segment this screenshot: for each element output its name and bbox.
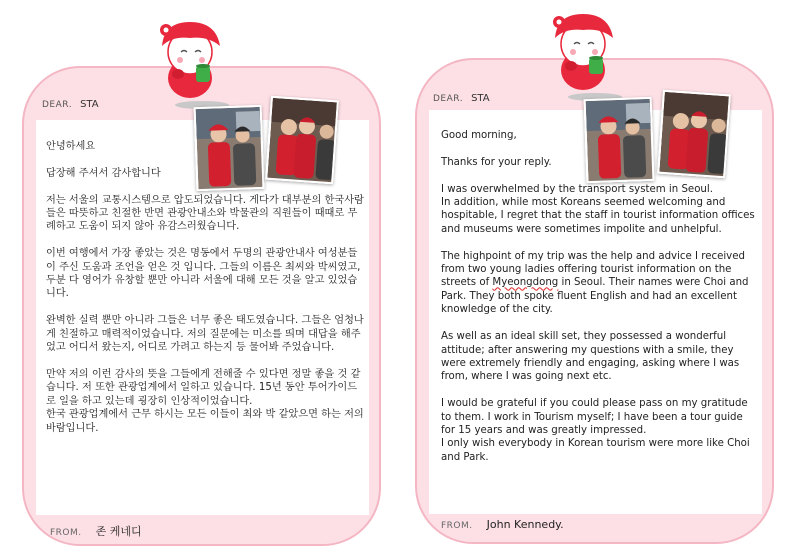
thanks-line: Thanks for your reply. — [441, 156, 552, 168]
letter-body-korean: 안녕하세요 답장해 주셔서 감사합니다 저는 서울의 교통시스템으로 압도되었습니다. 게다가 대부분의 한국사람들은 따뜻하고 친절한 반면 관광안내소와 박물관의 직원들이 때때로 무례하고 도움이 되지 않아 유감스러웠습니다. 이번 여행에서 가장 좋았는 것은 명동에서 두명의 관광안내사 여성분들이 주신 도움과 조언을 얻은 것 입니다. 그들의 이름은 최씨와 박씨였고, 두분 다 영어가 유창할 뿐만 아니라 서울에 대해 모든 것을 알고 있었습니다. 완벽한 실력 뿐만 아니라 그들은 너무 좋은 태도였습니다. 그들은 엄청나게 친절하고 매력적이었습니다. 저의 질문에는 미소를 띄며 대답을 해주었고 어디서 왔는지, 어디로 가려고 하는지 등 물어봐 주었습니다. 만약 저의 이런 감사의 뜻을 그들에게 전해줄 수 있다면 정말 좋을 것 같습니다. 저 또한 관광업계에서 일하고 있습니다. 15년 동안 투어가이드로 일을 하고 있는데 굉장히 인상적이었습니다. 한국 관광업계에서 근무 하시는 모든 이들이 최와 박 같았으면 하는 저의 바람입니다. — [46, 141, 364, 434]
paragraph-1: I was overwhelmed by the transport system in Seoul. In addition, while most Koreans seemed welcoming and hospitable, I regret that the staff in tourist information offices and museums were sometimes impolite and unhelpful. — [441, 183, 755, 235]
from-name: John Kennedy. — [486, 518, 564, 531]
from-label: FROM. — [50, 528, 82, 538]
dear-line — [42, 99, 99, 110]
greeting: Good morning, — [441, 130, 517, 141]
dear-label: DEAR. — [42, 100, 73, 110]
paragraph-2: The highpoint of my trip was the help and advice I received from two young ladies offering tourist information on the streets of Myeongdong in Seoul. Their names were Choi and Park. They both spoke fluent English and had an excellent knowledge of the city. — [441, 250, 749, 316]
from-label: FROM. — [441, 521, 473, 531]
tour-guides-photo-1 — [194, 105, 265, 191]
mascot-icon — [150, 16, 230, 100]
dear-name: STA — [471, 93, 490, 104]
place-name: Myeongdong — [492, 277, 559, 289]
tour-guides-photo-2 — [657, 90, 731, 179]
tour-guides-photo-1 — [584, 97, 655, 183]
mascot-icon — [543, 8, 623, 92]
from-line — [50, 523, 142, 539]
from-name: 존 케네디 — [95, 525, 142, 538]
dear-label: DEAR. — [433, 94, 464, 104]
from-line — [441, 518, 564, 531]
paragraph-3: As well as an ideal skill set, they possessed a wonderful attitude; after answering my questions with a smile, they were extremely friendly and engaging, asking where I was from, where I was going next etc. — [441, 331, 740, 383]
dear-name: STA — [80, 99, 99, 110]
tour-guides-photo-2 — [265, 96, 339, 185]
paragraph-4: I would be grateful if you could please pass on my gratitude to them. I work in Tourism myself; I have been a tour guide for 15 years and was greatly impressed. I only wish everybody in Korean tourism were more like Choi and Park. — [441, 398, 750, 463]
dear-line — [433, 93, 490, 104]
